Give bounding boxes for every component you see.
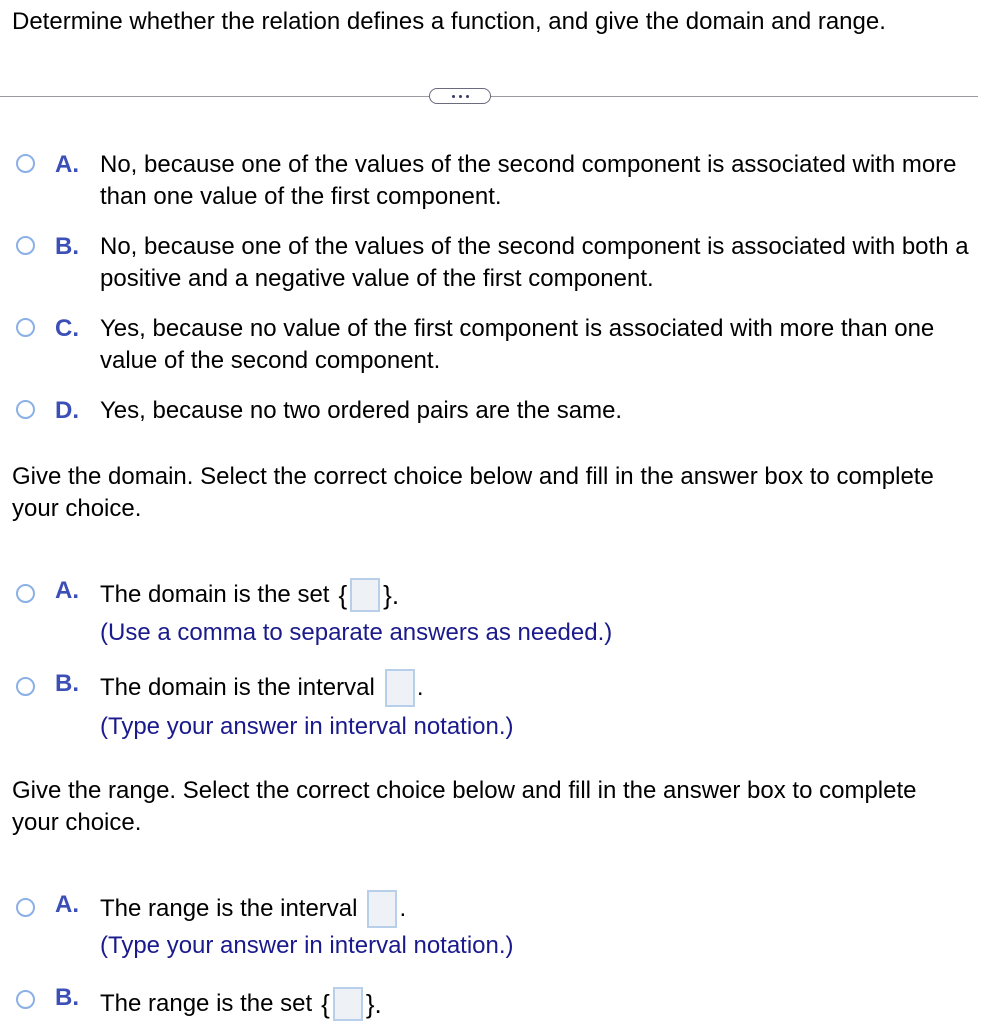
- choice-text: The range is the set: [100, 990, 313, 1017]
- choice-text: The domain is the interval: [100, 674, 375, 701]
- radio-function-a[interactable]: [16, 154, 35, 173]
- more-options-button[interactable]: [429, 88, 491, 104]
- choice-letter: A.: [55, 577, 79, 604]
- close-brace: }.: [365, 989, 382, 1019]
- range-prompt: Give the range. Select the correct choice below and fill in the answer box to complete your choice.: [12, 777, 917, 836]
- radio-range-b[interactable]: [16, 990, 35, 1009]
- choice-text: Yes, because no value of the first component is associated with more than one value of the second component.: [100, 315, 935, 374]
- choice-text: The domain is the set: [100, 581, 330, 608]
- domain-interval-line: [100, 668, 423, 708]
- choice-letter: B.: [55, 233, 79, 260]
- range-set-line: [100, 985, 383, 1023]
- domain-interval-input[interactable]: [385, 669, 415, 707]
- choice-letter: A.: [55, 891, 79, 918]
- hint-text: (Use a comma to separate answers as needed.): [100, 619, 613, 646]
- hint-text: (Type your answer in interval notation.): [100, 932, 514, 959]
- radio-range-a[interactable]: [16, 898, 35, 917]
- open-brace: {: [338, 580, 348, 610]
- radio-function-c[interactable]: [16, 318, 35, 337]
- open-brace: {: [321, 989, 330, 1019]
- choice-text: No, because one of the values of the second component is associated with both a positive and a negative value of the first component.: [100, 233, 969, 292]
- domain-set-line: [100, 576, 400, 614]
- choice-letter: A.: [55, 151, 79, 178]
- period: .: [416, 674, 424, 701]
- choice-text: The range is the interval: [100, 895, 358, 922]
- choice-letter: B.: [55, 984, 79, 1011]
- radio-function-d[interactable]: [16, 400, 35, 419]
- choice-letter: D.: [55, 397, 79, 424]
- range-set-input[interactable]: [333, 987, 363, 1021]
- choice-text: Yes, because no two ordered pairs are the same.: [100, 397, 623, 424]
- domain-prompt: Give the domain. Select the correct choice below and fill in the answer box to complete your choice.: [12, 463, 934, 522]
- question-text: Determine whether the relation defines a function, and give the domain and range.: [12, 8, 886, 35]
- ellipsis-icon: [452, 95, 455, 98]
- range-interval-line: [100, 889, 406, 929]
- close-brace: }.: [383, 580, 400, 610]
- hint-text: (Type your answer in interval notation.): [100, 713, 514, 740]
- choice-letter: C.: [55, 315, 79, 342]
- radio-function-b[interactable]: [16, 236, 35, 255]
- range-interval-input[interactable]: [367, 890, 397, 928]
- choice-letter: B.: [55, 670, 79, 697]
- choice-text: No, because one of the values of the second component is associated with more than one value of the first component.: [100, 151, 957, 210]
- period: .: [399, 895, 407, 922]
- radio-domain-b[interactable]: [16, 677, 35, 696]
- radio-domain-a[interactable]: [16, 584, 35, 603]
- domain-set-input[interactable]: [350, 578, 380, 612]
